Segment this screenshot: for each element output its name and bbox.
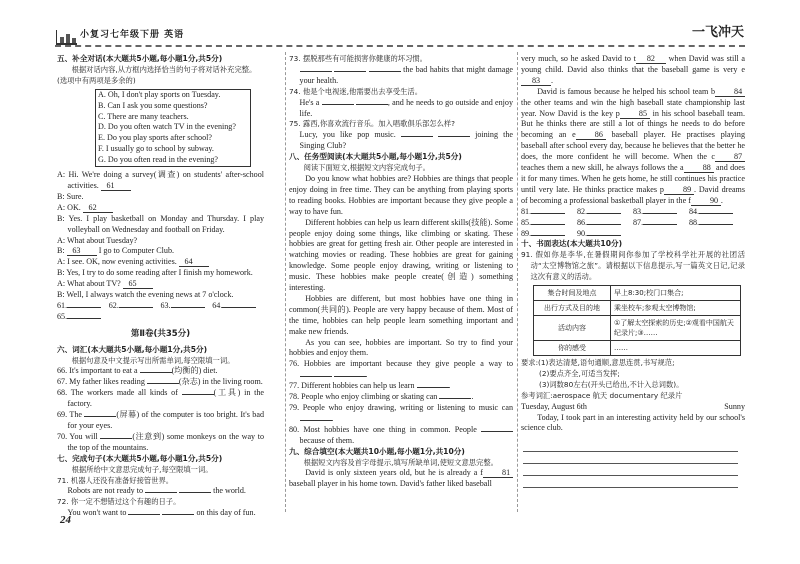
passage-paragraph: Hobbies are different, but most hobbies have one thing in common(共同的). People are very happy because of them. Most of the time, hobbies can help people learn something important and make new friends. xyxy=(289,293,513,336)
answer-line[interactable] xyxy=(171,307,205,308)
table-key: 集合时间及地点 xyxy=(534,286,611,301)
answer-blank[interactable] xyxy=(401,136,433,137)
table-row xyxy=(534,341,741,356)
question-item: 80. Most hobbies have one thing in common. People because of them. xyxy=(289,425,513,447)
answer-blank[interactable]: 86 xyxy=(576,130,606,140)
table-value: …… xyxy=(611,341,741,356)
dialogue-line: B: 63 I go to Computer Club. xyxy=(57,246,175,256)
question-item: 76. Hobbies are important because they give people a way to . xyxy=(289,359,513,380)
question-chinese: 72. 你一定不想错过这个有趣的日子。 xyxy=(57,497,181,507)
right-column xyxy=(521,54,745,488)
table-value: 早上8:30;校门口集合; xyxy=(611,286,741,301)
answer-blank[interactable]: 63 xyxy=(67,246,97,256)
answer-blank[interactable]: 81 xyxy=(483,468,513,478)
page-number: 24 xyxy=(60,514,71,526)
question-chinese: 71. 机器人还没有准备好接管世界。 xyxy=(57,475,174,485)
answer-blank[interactable] xyxy=(140,372,172,373)
answer-blank[interactable] xyxy=(417,387,449,388)
question-item: 77. Different hobbies can help us learn . xyxy=(289,381,451,391)
section-instruction: 阅读下面短文,根据短文内容完成句子。 xyxy=(303,163,430,173)
answer-blank[interactable] xyxy=(356,104,388,105)
table-key: 你的感受 xyxy=(534,341,611,356)
question-item: 66. It's important to eat a (均衡的) diet. xyxy=(57,366,218,376)
dialogue-line: B: Sure. xyxy=(57,191,84,201)
section-instruction: 根据句意及中文提示写出所需单词,每空限填一词。 xyxy=(71,355,235,365)
answer-blank[interactable] xyxy=(147,383,179,384)
sentence-questions xyxy=(57,476,264,520)
answer-blank[interactable] xyxy=(322,104,354,105)
section-heading: 八、任务型阅读(本大题共5小题,每小题1分,共5分) xyxy=(289,152,462,162)
question-item: 69. The (屏幕) of the computer is too bright. It's bad for your eyes. xyxy=(57,410,264,430)
question-english: Robots are not ready to the world. xyxy=(67,486,246,496)
answer-blank[interactable] xyxy=(182,394,214,395)
part-title: 第Ⅱ卷(共35分) xyxy=(130,328,191,339)
answer-slot[interactable]: 63. xyxy=(161,301,213,312)
section-heading: 九、综合填空(本大题共10小题,每小题1分,共10分) xyxy=(289,446,465,456)
answer-line[interactable] xyxy=(222,307,256,308)
reading-questions xyxy=(289,359,513,446)
answer-line[interactable] xyxy=(119,307,153,308)
answer-blank[interactable]: 90 xyxy=(691,196,721,206)
diary-date: Tuesday, August 6th xyxy=(521,401,587,411)
answer-slot[interactable]: 81. xyxy=(521,207,577,218)
dialogue-line: A: OK. 62 xyxy=(57,203,264,214)
writing-line[interactable] xyxy=(523,440,738,452)
answer-grid xyxy=(521,207,745,240)
answer-line[interactable] xyxy=(587,224,621,225)
answer-line[interactable] xyxy=(531,235,565,236)
question-english: Lucy, you like pop music. joining the Singing Club? xyxy=(299,130,513,151)
passage-paragraph: Different hobbies can help us learn different skills(技能). Some people enjoy doing some things, like climbing or skating. These hobbies are great for getting fresh air. Other people are interested in watching movies or reading. These hobbies are great for gaining knowledge. Some people enjoy drawing, writing or listening to music. These hobbies make people create(创造) something interesting. xyxy=(289,217,513,293)
answer-blank[interactable] xyxy=(100,438,132,439)
dialogue-line: B: Yes, I try to do some reading after I finish my homework. xyxy=(57,268,253,278)
dialogue xyxy=(57,170,264,301)
book-logo-icon xyxy=(56,30,77,45)
answer-blank[interactable] xyxy=(84,416,116,417)
dialogue-line: A: I see. OK, now evening activities. 64 xyxy=(57,257,264,268)
answer-line[interactable] xyxy=(587,235,621,236)
answer-blank[interactable] xyxy=(128,514,160,515)
answer-grid xyxy=(57,301,264,323)
table-key: 活动内容 xyxy=(534,316,611,341)
question-item: 70. You will (注意到) some monkeys on the way to the top of the mountains. xyxy=(57,431,264,452)
table-row xyxy=(534,286,741,301)
diary-weather: Sunny xyxy=(724,401,745,411)
answer-blank[interactable] xyxy=(438,136,470,137)
book-title: 小复习七年级下册 英语 xyxy=(80,30,185,40)
brand-logo: 一飞冲天 xyxy=(691,25,744,40)
dialogue-line: B: Well, I always watch the evening news at 7 o'clock. xyxy=(57,290,234,300)
answer-blank[interactable] xyxy=(300,376,332,377)
question-item: 79. People who enjoy drawing, writing or listening to music can . xyxy=(289,403,513,423)
answer-slot[interactable]: 62. xyxy=(109,301,161,312)
answer-line[interactable] xyxy=(67,318,101,319)
table-row xyxy=(534,301,741,316)
answer-slot[interactable]: 84. xyxy=(689,207,745,218)
answer-line[interactable] xyxy=(67,307,101,308)
answer-line[interactable] xyxy=(587,213,621,214)
passage-paragraph: As you can see, hobbies are important. So try to find your hobbies and enjoy them. xyxy=(289,337,513,358)
question-item: 68. The workers made all kinds of (工具) in the factory. xyxy=(57,388,264,409)
answer-blank[interactable]: 87 xyxy=(715,152,745,162)
dialogue-line: A: Hi. We're doing a survey(调查) on students' after-school activities. 61 xyxy=(57,170,264,190)
dialogue-line: A: What about TV? 65 xyxy=(57,279,264,290)
option-item: E. Do you play sports after school? xyxy=(98,133,212,143)
answer-slot[interactable]: 87. xyxy=(633,218,689,229)
dialogue-line: A: What about Tuesday? xyxy=(57,235,138,245)
question-chinese: 73. 摆脱那些有可能损害你健康的坏习惯。 xyxy=(289,54,427,63)
answer-blank[interactable] xyxy=(162,514,194,515)
reading-passage xyxy=(289,174,513,359)
answer-blank[interactable]: 88 xyxy=(684,163,714,173)
section-heading: 六、词汇(本大题共5小题,每小题1分,共5分) xyxy=(57,344,208,354)
requirement: (3)词数80左右(开头已给出,不计入总词数)。 xyxy=(539,379,684,389)
section-instruction: 根据所给中文意思完成句子,每空限填一词。 xyxy=(71,464,213,474)
question-chinese: 74. 他是个电视迷,他需要出去享受生活。 xyxy=(289,86,422,96)
column-divider xyxy=(517,52,518,512)
requirement: (2)要点齐全,可适当发挥; xyxy=(539,368,620,378)
question-english: You won't want to on this day of fun. xyxy=(67,508,256,518)
table-key: 出行方式及目的地 xyxy=(534,301,611,316)
left-column xyxy=(57,54,264,519)
section-heading: 七、完成句子(本大题共5小题,每小题1分,共5分) xyxy=(57,453,223,463)
sentence-questions-cont xyxy=(289,54,513,152)
question-item: 67. My father likes reading (杂志) in the living room. xyxy=(57,377,263,387)
answer-blank[interactable] xyxy=(300,420,332,421)
question-english: the bad habits that might damage your health. xyxy=(299,64,513,85)
answer-line[interactable] xyxy=(531,213,565,214)
answer-blank[interactable]: 89 xyxy=(664,185,694,195)
section-heading: 十、书面表达(本大题共10分) xyxy=(521,239,623,249)
reference-vocab: 参考词汇:aerospace 航天 documentary 纪录片 xyxy=(521,390,683,400)
option-item: A. Oh, I don't play sports on Tuesday. xyxy=(98,89,221,99)
answer-blank[interactable] xyxy=(145,492,177,493)
passage-paragraph: Do you know what hobbies are? Hobbies are things that people enjoy doing in free time. They can be anything from playing sports to reading books. Hobbies are important because they give people a way to have fun. xyxy=(289,173,513,216)
answer-slot[interactable]: 82. xyxy=(577,207,633,218)
answer-slot[interactable]: 88. xyxy=(689,218,745,229)
requirement: 要求:(1)表达清楚,语句通顺,意思连贯,书写规范; xyxy=(521,358,675,368)
answer-slot[interactable]: 64. xyxy=(212,301,264,312)
header-divider xyxy=(55,45,745,47)
table-row xyxy=(534,316,741,341)
writing-prompt: 91. 假如你是李华,在暑假期间你参加了学校科学社开展的社团活动“太空博物馆之旅”。请根据以下信息提示,写一篇英文日记,记录这次有意义的活动。 xyxy=(521,250,745,282)
answer-line[interactable] xyxy=(699,224,733,225)
answer-slot[interactable]: 61. xyxy=(57,301,109,312)
vocab-questions xyxy=(57,366,264,453)
option-item: F. I usually go to school by subway. xyxy=(98,144,214,154)
cloze-passage: David is only sixteen years old, but he is already a f 81 baseball player in his home town. David's father liked baseball xyxy=(289,468,513,490)
answer-blank[interactable]: 64 xyxy=(179,257,209,267)
answer-blank[interactable] xyxy=(179,492,211,493)
dialogue-line: B: Yes. I play basketball on Monday and Thursday. I play volleyball on Wednesday and football on Friday. xyxy=(57,213,264,234)
passage-paragraph: David is famous because he helped his school team b 84 the other teams and win the high baseball state championship last year. Now David is the key p 85 in his school baseball team. But he thinks there are still a lot of things he needs to do before becoming an e 86 baseball player. He practises playing baseball after school every day, because he believes that the better he does, the more confident he will become. When the c 87 teaches them a new skill, he always follows the a 88 and does it for many times. When he gets home, he still continues his practice until very late. He thinks practice makes p 89 . David dreams of becoming a professional basketball player in the f 90 . xyxy=(521,86,745,205)
answer-line[interactable] xyxy=(643,224,677,225)
passage-paragraph: very much, so he asked David to t 82 when David was still a young child. David also thinks that the baseball game is very e83 . xyxy=(521,54,745,85)
answer-line[interactable] xyxy=(531,224,565,225)
answer-blank[interactable]: 62 xyxy=(83,203,113,213)
answer-blank[interactable] xyxy=(439,398,471,399)
answer-slot[interactable]: 89. xyxy=(521,229,577,240)
answer-blank[interactable] xyxy=(481,431,513,432)
column-divider xyxy=(285,52,286,512)
answer-blank[interactable] xyxy=(300,71,332,72)
writing-line[interactable] xyxy=(523,476,738,488)
answer-slot[interactable]: 90. xyxy=(577,229,633,240)
option-item: B. Can I ask you some questions? xyxy=(98,100,208,110)
diary-opening: Today, I took part in an interesting activity held by our school's science club. xyxy=(521,412,745,433)
section-instruction: 根据短文内容及首字母提示,填写所缺单词,使短文意思完整。 xyxy=(303,457,498,467)
answer-slot[interactable]: 65. xyxy=(57,312,109,323)
writing-line[interactable] xyxy=(523,464,738,476)
table-value: ①了解太空探索的历史;②观看中国航天纪录片;③…… xyxy=(611,316,741,341)
cloze-passage-cont xyxy=(521,54,745,207)
answer-slot[interactable]: 86. xyxy=(577,218,633,229)
question-chinese: 75. 露西,你喜欢流行音乐。加入唱歌俱乐部怎么样? xyxy=(289,119,456,129)
answer-blank[interactable] xyxy=(334,71,366,72)
answer-blank[interactable]: 84 xyxy=(715,87,745,97)
answer-slot[interactable]: 83. xyxy=(633,207,689,218)
option-item: D. Do you often watch TV in the evening? xyxy=(98,122,236,132)
options-box xyxy=(95,89,251,167)
answer-blank[interactable]: 65 xyxy=(123,279,153,289)
answer-slot[interactable]: 85. xyxy=(521,218,577,229)
answer-blank[interactable]: 83 xyxy=(521,76,551,86)
answer-blank[interactable] xyxy=(369,71,401,72)
section-instruction: 根据对话内容,从方框内选择恰当的句子将对话补充完整。(选项中有两项是多余的) xyxy=(57,64,257,85)
answer-blank[interactable] xyxy=(334,376,366,377)
answer-line[interactable] xyxy=(643,213,677,214)
question-english: He's a , and he needs to go outside and enjoy life. xyxy=(299,97,514,118)
option-item: G. Do you often read in the evening? xyxy=(98,155,219,165)
option-item: C. There are many teachers. xyxy=(98,111,189,121)
writing-line[interactable] xyxy=(523,452,738,464)
answer-blank[interactable]: 85 xyxy=(620,109,650,119)
answer-line[interactable] xyxy=(699,213,733,214)
answer-blank[interactable]: 82 xyxy=(636,54,666,64)
answer-blank[interactable]: 61 xyxy=(101,181,131,191)
table-value: 乘坐校车;参观太空博物馆; xyxy=(611,301,741,316)
middle-column xyxy=(289,54,513,490)
section-heading: 五、补全对话(本大题共5小题,每小题1分,共5分) xyxy=(57,54,223,63)
question-item: 78. People who enjoy climbing or skating can . xyxy=(289,392,474,402)
info-table xyxy=(533,285,741,356)
